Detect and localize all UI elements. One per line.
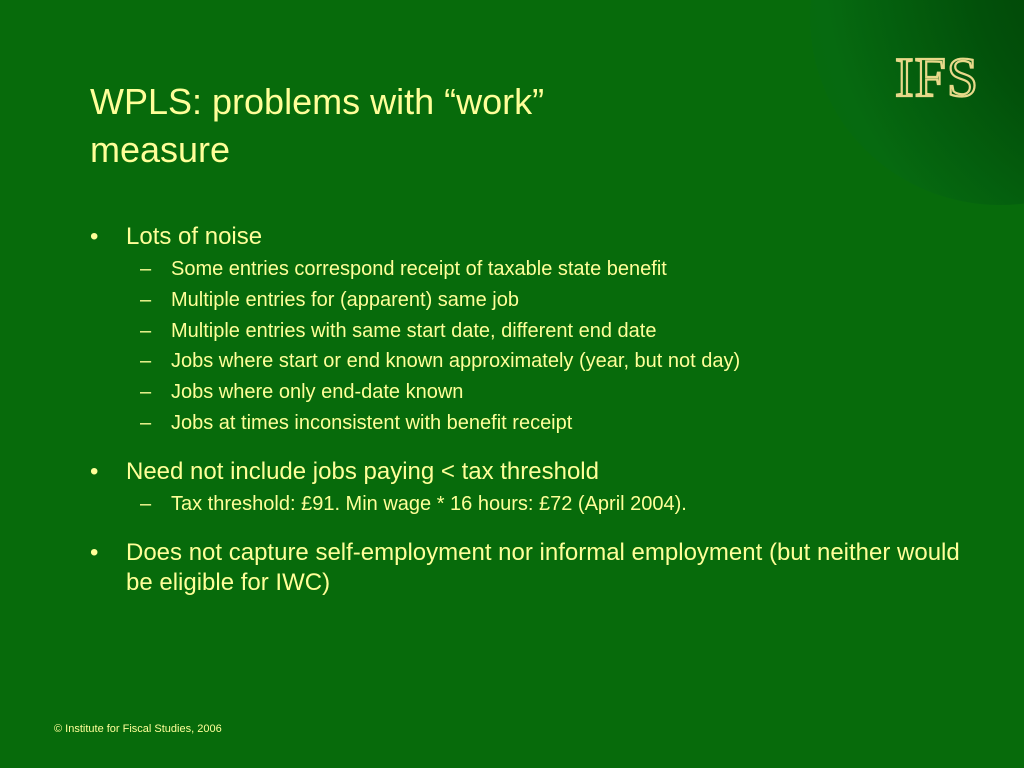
logo-text: IFS (895, 47, 979, 109)
sub-item (126, 377, 970, 408)
sub-marker: – (140, 411, 152, 434)
sub-text: Tax threshold: £91. Min wage * 16 hours: £72 (April 2004). (171, 492, 687, 515)
sub-text: Jobs at times inconsistent with benefit receipt (171, 411, 573, 434)
sub-text: Multiple entries with same start date, different end date (171, 319, 657, 342)
sub-list (126, 254, 970, 439)
slide-title (90, 78, 770, 174)
sub-marker: – (140, 319, 152, 342)
bullet-marker: • (90, 457, 99, 485)
bullet-text: Lots of noise (126, 223, 263, 250)
bullet-text: Need not include jobs paying < tax threshold (126, 457, 599, 485)
bullet-marker: • (90, 223, 99, 250)
sub-marker: – (140, 258, 152, 280)
bullet-item (90, 538, 970, 598)
bullet-text: Does not capture self-employment nor informal employment (but neither would be eligible for IWC) (126, 538, 960, 596)
sub-text: Some entries correspond receipt of taxable state benefit (171, 258, 667, 280)
sub-marker: – (140, 288, 152, 311)
title-line-1: WPLS: problems with “work” (90, 81, 545, 122)
sub-marker: – (140, 381, 152, 404)
bullet-marker: • (90, 538, 99, 566)
ifs-logo-icon (882, 40, 992, 110)
sub-text: Jobs where only end-date known (171, 381, 464, 404)
bullet-item (90, 222, 970, 439)
sub-list (126, 489, 970, 520)
copyright-footer: © Institute for Fiscal Studies, 2006 (54, 723, 222, 735)
sub-marker: – (140, 350, 152, 373)
sub-item (126, 408, 970, 439)
bullet-item (90, 457, 970, 520)
sub-text: Jobs where start or end known approximately (year, but not day) (171, 350, 741, 373)
sub-item (126, 316, 970, 347)
sub-item (126, 346, 970, 377)
sub-text: Multiple entries for (apparent) same job (171, 288, 519, 311)
sub-item (126, 489, 970, 520)
sub-marker: – (140, 492, 152, 515)
bullet-list (90, 222, 970, 616)
sub-item (126, 285, 970, 316)
sub-item (126, 254, 970, 285)
title-line-2: measure (90, 129, 231, 170)
